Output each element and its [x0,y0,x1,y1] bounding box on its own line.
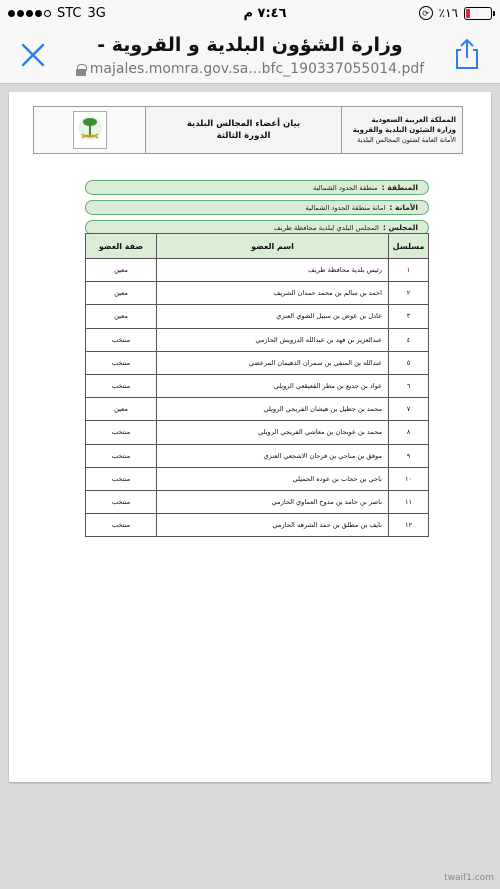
row-type: منتخب [86,421,157,444]
header-name: اسم العضو [157,234,389,259]
document-header [33,106,463,154]
row-name: احمد بن سالم بن محمد حمدان الشريف [157,282,389,305]
row-num: ١١ [389,490,429,513]
close-button[interactable] [18,40,48,70]
row-num: ٧ [389,398,429,421]
row-num: ٥ [389,351,429,374]
network-label: 3G [87,5,106,21]
table-row [86,467,429,490]
watermark-text: twaif1.com [444,873,494,883]
row-num: ٢ [389,282,429,305]
row-name: موفق بن مناحي بن فرحان الاشجعي العنزي [157,444,389,467]
row-type: معين [86,282,157,305]
row-name: ناجي بن حجاب بن عوده الجميلي [157,467,389,490]
members-table [85,233,429,537]
signal-strength-icon [8,10,51,17]
saudi-emblem-icon [73,111,107,149]
table-row [86,282,429,305]
row-type: منتخب [86,328,157,351]
status-time: ٧:٤٦ م [243,5,287,21]
header-org-cell [342,107,462,153]
row-type: منتخب [86,514,157,537]
row-type: معين [86,259,157,282]
header-num: مسلسل [389,234,429,259]
table-header-row [86,234,429,259]
org-ministry: وزارة الشئون البلدية والقروية [352,126,456,134]
header-title-cell [146,107,342,153]
row-type: منتخب [86,467,157,490]
row-num: ٦ [389,374,429,397]
amana-value: امانة منطقة الحدود الشمالية [305,203,386,212]
row-name: عواد بن جديع بن مطر القعيقعي الرويلي [157,374,389,397]
header-logo-cell [34,107,146,153]
row-name: محمد بن عويجان بن معاشي الفريجي الرويلي [157,421,389,444]
url-text: majales.momra.gov.sa...bfc_190337055014.pdf [89,61,425,77]
amana-field [85,200,429,215]
battery-percent: ٪١٦ [438,6,458,20]
document-subtitle: الدورة الثالثة [216,131,271,141]
document-viewer[interactable] [0,84,500,889]
row-name: رئيس بلدية محافظة طريف [157,259,389,282]
status-left [8,6,188,21]
region-field [85,180,429,195]
row-num: ١٠ [389,467,429,490]
carrier-label: STC [57,5,82,21]
table-row [86,259,429,282]
row-num: ١ [389,259,429,282]
council-value: المجلس البلدي لبلدية محافظة طريف [273,223,379,232]
row-num: ٨ [389,421,429,444]
table-row [86,305,429,328]
row-type: منتخب [86,374,157,397]
table-row [86,444,429,467]
row-name: عبدالله بن المنفي بن سمران الدهيمان المرعضي [157,351,389,374]
row-type: معين [86,305,157,328]
table-row [86,374,429,397]
row-name: ناصر بن حامد بن مدوح العماوي الحازمي [157,490,389,513]
table-row [86,421,429,444]
header-type: صفة العضو [86,234,157,259]
row-num: ٤ [389,328,429,351]
region-label: المنطقة : [381,183,418,192]
row-type: منتخب [86,444,157,467]
pdf-page [9,92,491,782]
row-name: نايف بن مطلق بن حمد الشرهه الحازمي [157,514,389,537]
row-type: معين [86,398,157,421]
org-country: المملكة العربية السعودية [371,116,456,124]
battery-icon [464,7,492,20]
status-bar [0,0,500,26]
row-num: ٣ [389,305,429,328]
amana-label: الأمانة : [389,203,418,212]
table-row [86,398,429,421]
url-bar[interactable] [60,61,440,77]
status-right [342,6,492,20]
org-department: الأمانة العامة لشئون المجالس البلدية [357,136,456,144]
row-num: ١٢ [389,514,429,537]
region-value: منطقة الحدود الشمالية [312,183,378,192]
table-row [86,490,429,513]
table-row [86,514,429,537]
council-label: المجلس : [382,223,418,232]
rotation-lock-icon: ⟳ [419,6,433,20]
table-row [86,351,429,374]
nav-bar [0,26,500,84]
share-icon [452,38,482,70]
document-title: بيان أعضاء المجالس البلدية [186,119,301,129]
row-name: عبدالعزيز بن فهد بن عبدالله الدرويش الحازمي [157,328,389,351]
lock-icon [76,64,86,75]
close-icon [20,42,46,68]
row-name: عادل بن عوض بن سبيل الضوي العنزي [157,305,389,328]
share-button[interactable] [452,38,482,70]
row-type: منتخب [86,351,157,374]
row-name: محمد بن جطيل بن هيشان الفريجي الرويلي [157,398,389,421]
table-row [86,328,429,351]
page-title: وزارة الشؤون البلدية و القروية - [97,34,403,56]
row-type: منتخب [86,490,157,513]
row-num: ٩ [389,444,429,467]
